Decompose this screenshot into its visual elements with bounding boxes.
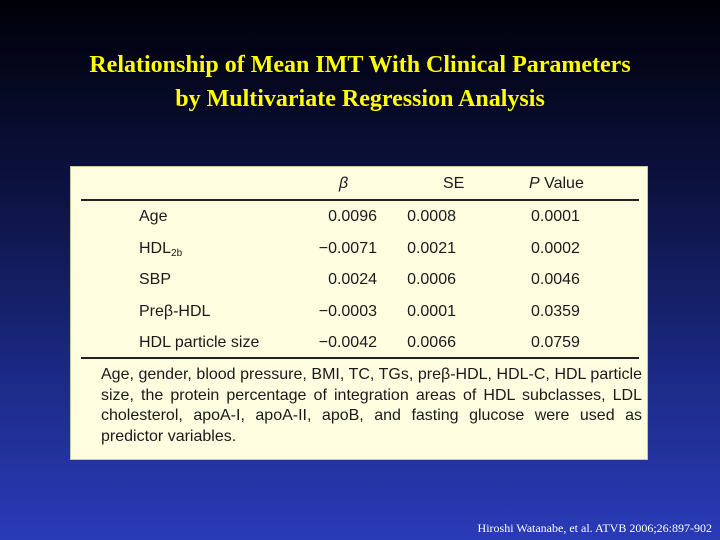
- row-label-text: SBP: [139, 271, 172, 288]
- se-value: 0.0008: [407, 208, 456, 225]
- row-label-text: Preβ-HDL: [139, 302, 211, 320]
- se-value: 0.0021: [407, 239, 456, 257]
- row-label: [139, 333, 259, 353]
- row-label-text: HDL: [139, 239, 172, 257]
- regression-table: [70, 166, 648, 460]
- beta-value: 0.0024: [328, 271, 377, 288]
- table-bottom-rule: [81, 357, 639, 359]
- header-beta: β: [339, 175, 349, 192]
- row-label-subscript: 2b: [171, 247, 183, 259]
- slide-title: [0, 48, 720, 116]
- p-value: 0.0001: [531, 208, 580, 225]
- slide-title-line-1: Relationship of Mean IMT With Clinical Parameters: [89, 52, 631, 78]
- row-label-text: Age: [139, 208, 168, 225]
- beta-value: 0.0096: [328, 208, 377, 225]
- header-p-value: [529, 174, 584, 194]
- row-label: [139, 302, 210, 322]
- header-p-italic: P: [529, 175, 540, 192]
- header-se: SE: [443, 175, 465, 192]
- slide-title-line-2: by Multivariate Regression Analysis: [175, 86, 545, 112]
- se-value: 0.0001: [407, 302, 456, 320]
- header-p-rest: Value: [539, 175, 584, 192]
- row-label: [139, 207, 167, 227]
- table-top-rule: [81, 199, 639, 201]
- p-value: 0.0046: [531, 271, 580, 288]
- row-label-text: HDL particle size: [139, 334, 260, 351]
- citation: Hiroshi Watanabe, et al. ATVB 2006;26:897-902: [477, 521, 712, 535]
- beta-value: −0.0003: [318, 302, 377, 320]
- beta-value: −0.0042: [318, 334, 377, 351]
- p-value: 0.0759: [531, 334, 580, 351]
- beta-value: −0.0071: [318, 239, 377, 257]
- table-footnote: Age, gender, blood pressure, BMI, TC, TGs, preβ-HDL, HDL-C, HDL particle size, the protein percentage of integration areas of HDL subclasses, LDL cholesterol, apoA-I, apoA-II, apoB, and fasting glucose were used as predictor variables.: [101, 366, 642, 445]
- p-value: 0.0359: [531, 302, 580, 320]
- p-value: 0.0002: [531, 239, 580, 257]
- row-label: [139, 270, 171, 290]
- row-label: [139, 239, 182, 259]
- se-value: 0.0066: [407, 334, 456, 351]
- se-value: 0.0006: [407, 271, 456, 288]
